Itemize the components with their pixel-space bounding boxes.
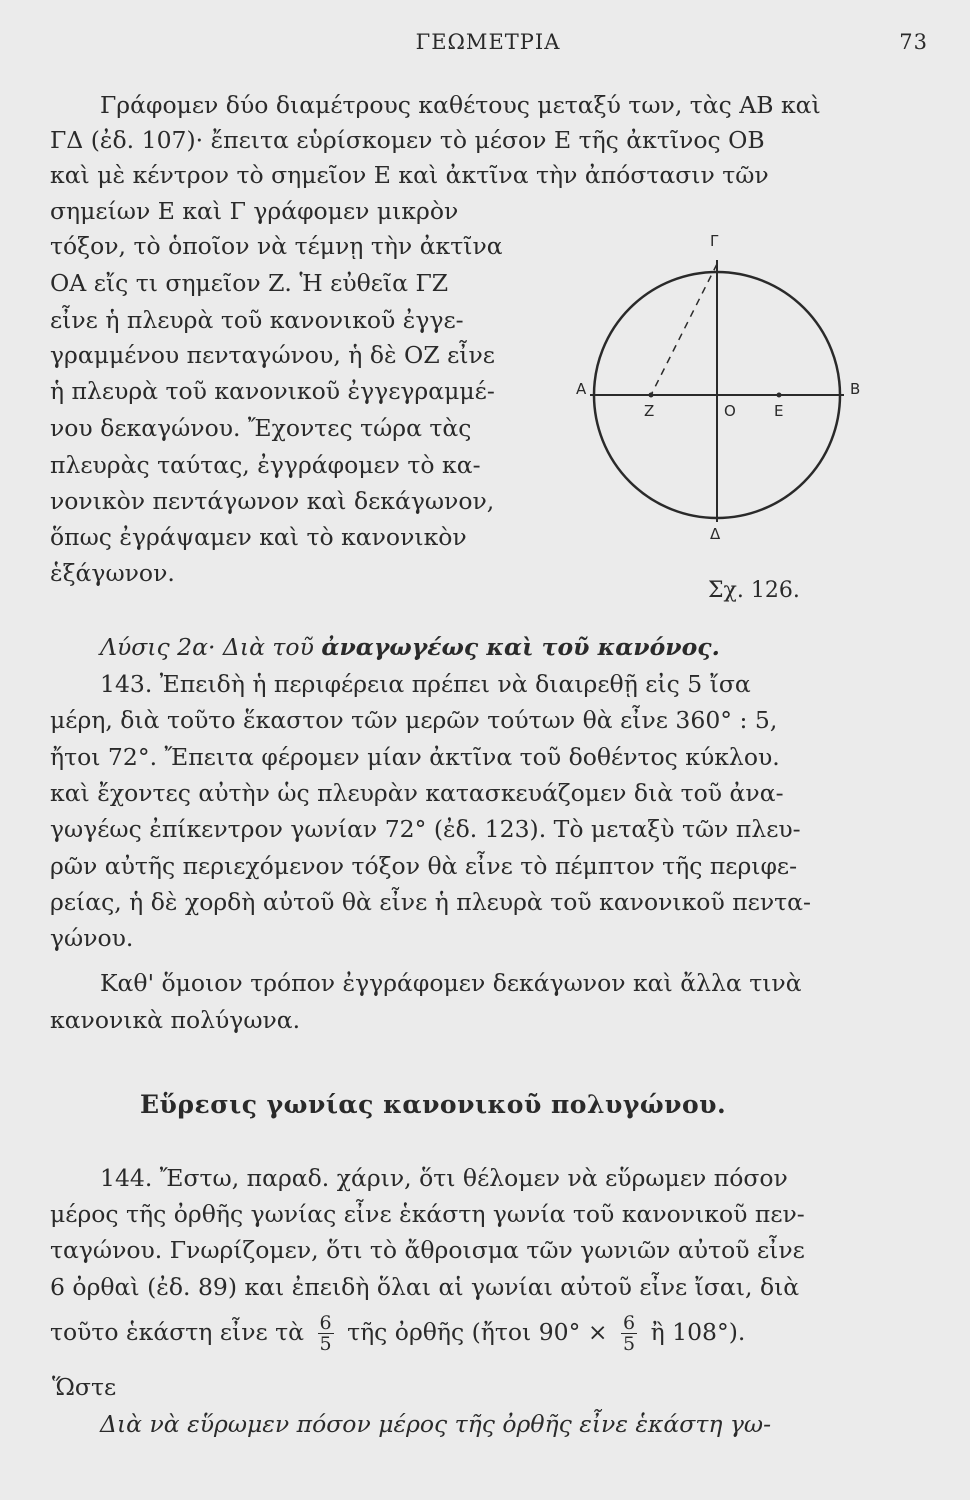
- text-line: 143. Ἐπειδὴ ἡ περιφέρεια πρέπει νὰ διαιρεθῇ εἰς 5 ἴσα: [100, 670, 751, 698]
- text-line: Διὰ νὰ εὕρωμεν πόσον μέρος τῆς ὀρθῆς εἶνε ἑκάστη γω-: [100, 1410, 772, 1438]
- label-delta: Δ: [710, 525, 721, 543]
- label-epsilon: Ε: [774, 402, 784, 420]
- label-gamma: Γ: [710, 232, 719, 250]
- header-title: ΓΕΩΜΕΤΡΙΑ: [415, 30, 561, 54]
- section-title: Εὕρεσις γωνίας κανονικοῦ πολυγώνου.: [140, 1090, 727, 1119]
- fraction-six-fifths: [318, 1313, 334, 1354]
- text-line: μέρος τῆς ὀρθῆς γωνίας εἶνε ἑκάστη γωνία τοῦ κανονικοῦ πεν-: [50, 1200, 805, 1228]
- text-line: 6 ὀρθαὶ (ἐδ. 89) και ἐπειδὴ ὅλαι αἱ γωνίαι αὐτοῦ εἶνε ἴσαι, διὰ: [50, 1273, 800, 1301]
- text-line: καὶ ἔχοντες αὐτὴν ὡς πλευρὰν κατασκευάζομεν διὰ τοῦ ἀνα-: [50, 779, 784, 807]
- solution-lead: Λύσις 2α· Διὰ τοῦ: [100, 633, 314, 661]
- fraction-denominator: 5: [623, 1333, 636, 1355]
- text-line: ταγώνου. Γνωρίζομεν, ὅτι τὸ ἄθροισμα τῶν γωνιῶν αὐτοῦ εἶνε: [50, 1236, 805, 1264]
- text-line: καὶ μὲ κέντρον τὸ σημεῖον Ε καὶ ἀκτῖνα τὴν ἀπόστασιν τῶν: [50, 161, 769, 189]
- formula-pre: τοῦτο ἑκάστη εἶνε τὰ: [50, 1318, 305, 1346]
- text-line: ὅπως ἐγράψαμεν καὶ τὸ κανονικὸν: [50, 523, 467, 551]
- label-omicron: Ο: [724, 402, 736, 420]
- text-line: μέρη, διὰ τοῦτο ἕκαστον τῶν μερῶν τούτων θὰ εἶνε 360° : 5,: [50, 706, 778, 734]
- figure-caption: Σχ. 126.: [708, 578, 800, 603]
- label-zeta: Ζ: [644, 402, 655, 420]
- text-line: ΓΔ (ἐδ. 107)· ἔπειτα εὑρίσκομεν τὸ μέσον Ε τῆς ἀκτῖνος ΟΒ: [50, 126, 765, 154]
- text-line: ρείας, ἡ δὲ χορδὴ αὐτοῦ θὰ εἶνε ἡ πλευρὰ τοῦ κανονικοῦ πεντα-: [50, 888, 811, 916]
- solution-bold: ἀναγωγέως καὶ τοῦ κανόνος.: [321, 633, 720, 661]
- text-line: Γράφομεν δύο διαμέτρους καθέτους μεταξύ των, τὰς ΑΒ καὶ: [100, 91, 821, 119]
- formula-mid: τῆς ὀρθῆς (ἤτοι 90° ×: [347, 1318, 608, 1346]
- fraction-denominator: 5: [319, 1333, 332, 1355]
- text-line: γραμμένου πενταγώνου, ἡ δὲ ΟΖ εἶνε: [50, 341, 495, 369]
- text-line: Καθ' ὅμοιον τρόπον ἐγγράφομεν δεκάγωνον καὶ ἄλλα τινὰ: [100, 969, 802, 997]
- text-line: ἡ πλευρὰ τοῦ κανονικοῦ ἐγγεγραμμέ-: [50, 377, 495, 405]
- running-header: [48, 30, 928, 64]
- text-line: ρῶν αὐτῆς περιεχόμενον τόξον θὰ εἶνε τὸ πέμπτον τῆς περιφε-: [50, 852, 798, 880]
- label-beta: Β: [850, 380, 861, 398]
- text-line: τόξον, τὸ ὁποῖον νὰ τέμνῃ τὴν ἀκτῖνα: [50, 232, 503, 260]
- text-line: ἑξάγωνον.: [50, 559, 175, 587]
- text-line: νονικὸν πεντάγωνον καὶ δεκάγωνον,: [50, 487, 495, 515]
- text-line: γώνου.: [50, 924, 134, 952]
- text-line: ἤτοι 72°. Ἔπειτα φέρομεν μίαν ἀκτῖνα τοῦ δοθέντος κύκλου.: [50, 743, 780, 771]
- formula-post: ἢ 108°).: [650, 1318, 746, 1346]
- figure-drawing: [552, 232, 882, 572]
- page-number: 73: [899, 30, 928, 54]
- text-line: πλευρὰς ταύτας, ἐγγράφομεν τὸ κα-: [50, 451, 481, 479]
- solution-heading: [100, 630, 720, 664]
- text-line: 144. Ἔστω, παραδ. χάριν, ὅτι θέλομεν νὰ εὕρωμεν πόσον: [100, 1164, 788, 1192]
- text-line: κανονικὰ πολύγωνα.: [50, 1006, 301, 1034]
- text-line: Ὥστε: [52, 1373, 117, 1401]
- fraction-numerator: 6: [623, 1312, 636, 1334]
- fraction-six-fifths: [621, 1313, 637, 1354]
- label-alpha: Α: [576, 380, 587, 398]
- text-line: νου δεκαγώνου. Ἔχοντες τώρα τὰς: [50, 414, 472, 442]
- text-line: γωγέως ἐπίκεντρον γωνίαν 72° (ἐδ. 123). Τὸ μεταξὺ τῶν πλευ-: [50, 815, 801, 843]
- text-line: ΟΑ εἴς τι σημεῖον Ζ. Ἡ εὐθεῖα ΓΖ: [50, 269, 449, 297]
- text-line: σημείων Ε καὶ Γ γράφομεν μικρὸν: [50, 197, 459, 225]
- circle-figure: [552, 232, 882, 572]
- text-line: εἶνε ἡ πλευρὰ τοῦ κανονικοῦ ἐγγε-: [50, 306, 464, 334]
- fraction-numerator: 6: [319, 1312, 332, 1334]
- formula-line: [50, 1310, 745, 1354]
